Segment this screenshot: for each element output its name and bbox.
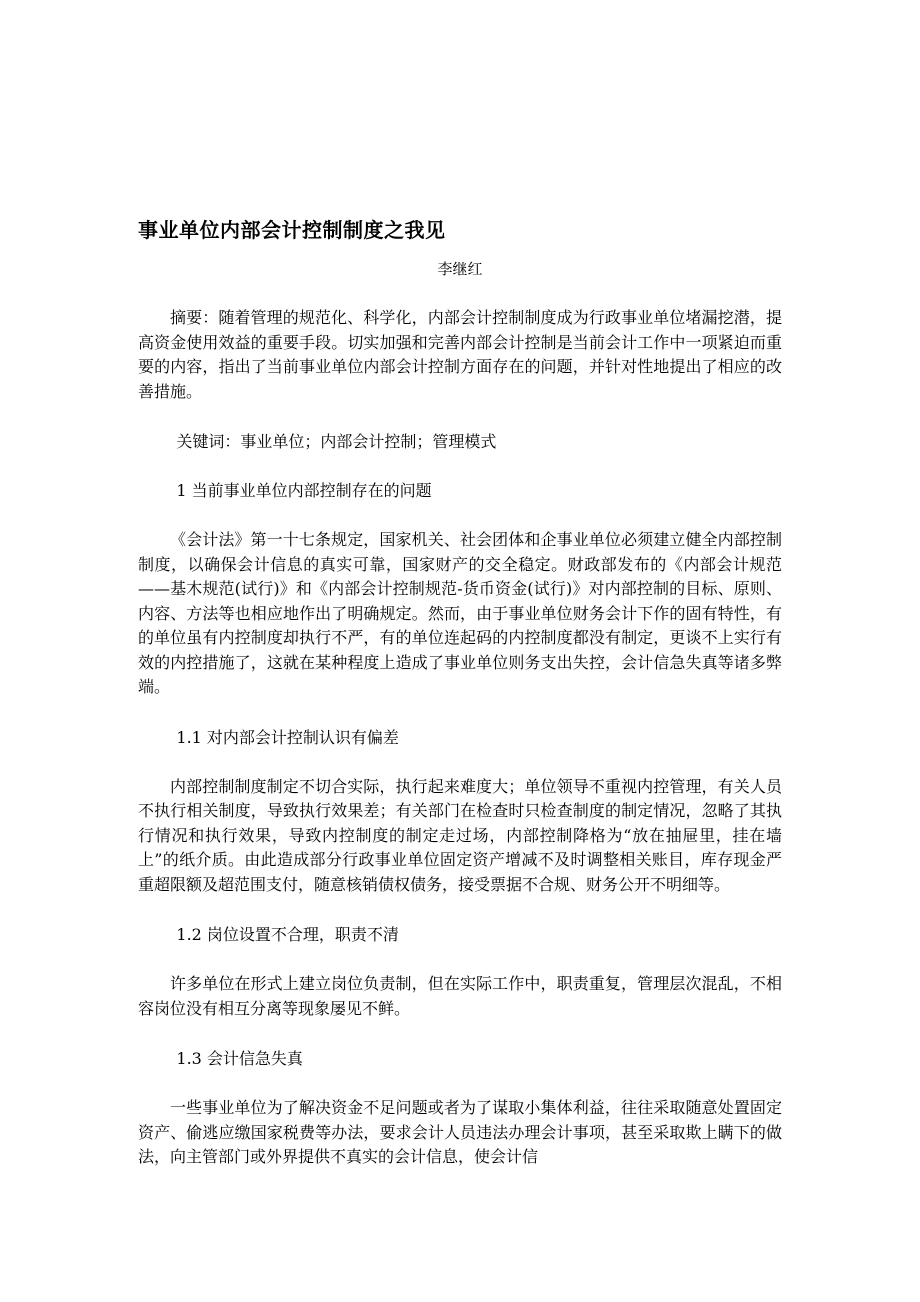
section-1-2-paragraph: 许多单位在形式上建立岗位负责制，但在实际工作中，职责重复，管理层次混乱，不相容岗位没有相互分离等现象屡见不鲜。	[138, 974, 782, 1018]
section-1-1-paragraph: 内部控制制度制定不切合实际，执行起来难度大；单位领导不重视内控管理，有关人员不执行相关制度，导致执行效果差；有关部门在检查时只检查制度的制定情况，忽略了其执行情况和执行效果，导致内控制度的制定走过场，内部控制降格为“放在抽屉里，挂在墙上”的纸介质。由此造成部分行政事业单位固定资产增减不及时调整相关账目，库存现金严重超限额及超范围支付，随意核销债权债务，接受票据不合规、财务公开不明细等。	[138, 776, 782, 894]
section-1-paragraph: 《会计法》第一十七条规定，国家机关、社会团体和企事业单位必须建立健全内部控制制度，以确保会计信息的真实可靠，国家财产的交全稳定。财政部发布的《内部会计规范——基木规范(试行)》和《内部会计控制规范-货币资金(试行)》对内部控制的目标、原则、内容、方法等也相应地作出了明确规定。然而，由于事业单位财务会计下作的固有特性，有的单位虽有内控制度却执行不严，有的单位连起码的内控制度都没有制定，更谈不上实行有效的内控措施了，这就在某种程度上造成了事业单位则务支出失控，会计信急失真等诸多弊端。	[138, 530, 782, 696]
section-1-3-paragraph: 一些事业单位为了解决资金不足问题或者为了谋取小集体利益，往往采取随意处置固定资产、偷逃应缴国家税费等办法，要求会计人员违法办理会计事项，甚至采取欺上瞒下的做法，向主管部门或外界提供不真实的会计信息，使会计信	[138, 1098, 782, 1166]
keywords-line: 关键词：事业单位；内部会计控制；管理模式	[176, 432, 497, 451]
section-1-1-heading: 1.1 对内部会计控制认识有偏差	[176, 727, 399, 747]
section-1-2-heading: 1.2 岗位设置不合理，职责不清	[176, 925, 399, 944]
section-1-3-heading: 1.3 会计信急失真	[176, 1049, 303, 1068]
section-1-heading: 1 当前事业单位内部控制存在的问题	[176, 481, 432, 500]
document-author: 李继红	[437, 260, 483, 278]
document-body	[138, 216, 782, 1170]
abstract-paragraph: 摘要：随着管理的规范化、科学化，内部会计控制制度成为行政事业单位堵漏挖潜，提高资金使用效益的重要手段。切实加强和完善内部会计控制是当前会计工作中一项紧迫而重要的内容，指出了当前事业单位内部会计控制方面存在的问题，并针对性地提出了相应的改善措施。	[138, 308, 782, 401]
document-title: 事业单位内部会计控制制度之我见	[138, 218, 446, 242]
